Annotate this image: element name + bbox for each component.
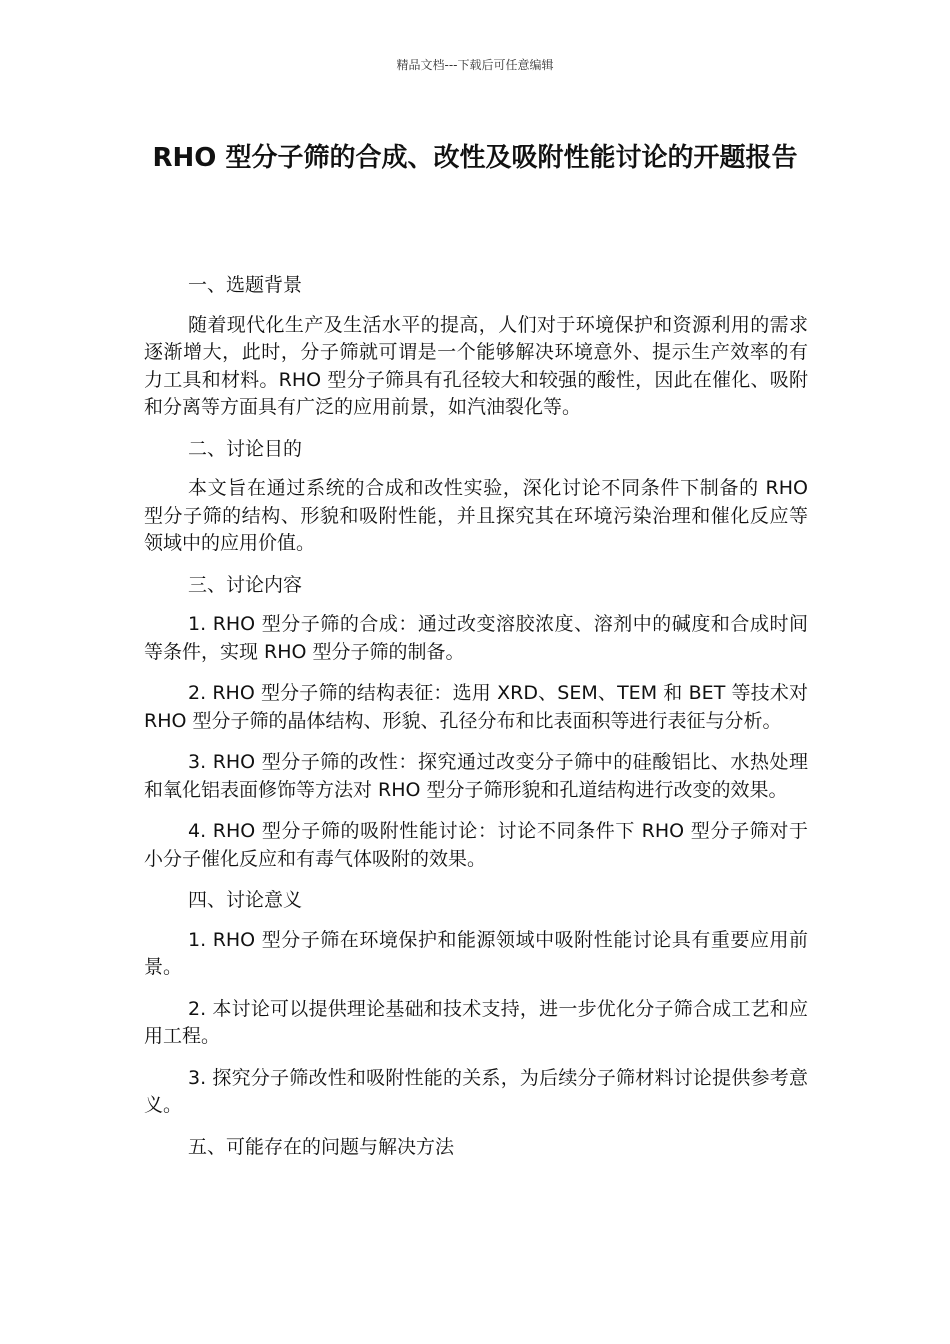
document-title: RHO 型分子筛的合成、改性及吸附性能讨论的开题报告 <box>152 143 798 173</box>
paragraph-significance-3: 3. 探究分子筛改性和吸附性能的关系，为后续分子筛材料讨论提供参考意义。 <box>144 1066 808 1116</box>
paragraph-purpose: 本文旨在通过系统的合成和改性实验，深化讨论不同条件下制备的 RHO 型分子筛的结构、形貌和吸附性能，并且探究其在环境污染治理和催化反应等领域中的应用价值。 <box>144 477 808 554</box>
paragraph-significance-1: 1. RHO 型分子筛在环境保护和能源领域中吸附性能讨论具有重要应用前景。 <box>144 928 808 978</box>
paragraph-content-1: 1. RHO 型分子筛的合成：通过改变溶胶浓度、溶剂中的碱度和合成时间等条件，实现 RHO 型分子筛的制备。 <box>144 613 808 663</box>
paragraph-content-3: 3. RHO 型分子筛的改性：探究通过改变分子筛中的硅酸铝比、水热处理和氧化铝表面修饰等方法对 RHO 型分子筛形貌和孔道结构进行改变的效果。 <box>144 751 808 801</box>
section-heading-significance: 四、讨论意义 <box>188 889 303 911</box>
paragraph-content-4: 4. RHO 型分子筛的吸附性能讨论：讨论不同条件下 RHO 型分子筛对于小分子催化反应和有毒气体吸附的效果。 <box>144 820 808 870</box>
paragraph-content-2: 2. RHO 型分子筛的结构表征：选用 XRD、SEM、TEM 和 BET 等技术对 RHO 型分子筛的晶体结构、形貌、孔径分布和比表面积等进行表征与分析。 <box>144 682 808 732</box>
document-body <box>144 272 808 1173</box>
section-heading-background: 一、选题背景 <box>188 274 303 296</box>
paragraph-background: 随着现代化生产及生活水平的提高，人们对于环境保护和资源利用的需求逐渐增大，此时，分子筛就可谓是一个能够解决环境意外、提示生产效率的有力工具和材料。RHO 型分子筛具有孔径较大和较强的酸性，因此在催化、吸附和分离等方面具有广泛的应用前景，如汽油裂化等。 <box>144 313 808 418</box>
section-heading-problems: 五、可能存在的问题与解决方法 <box>188 1135 455 1158</box>
section-heading-content: 三、讨论内容 <box>188 573 303 596</box>
paragraph-significance-2: 2. 本讨论可以提供理论基础和技术支持，进一步优化分子筛合成工艺和应用工程。 <box>144 997 808 1047</box>
section-heading-purpose: 二、讨论目的 <box>188 437 303 460</box>
header-note: 精品文档---下载后可任意编辑 <box>396 58 554 72</box>
